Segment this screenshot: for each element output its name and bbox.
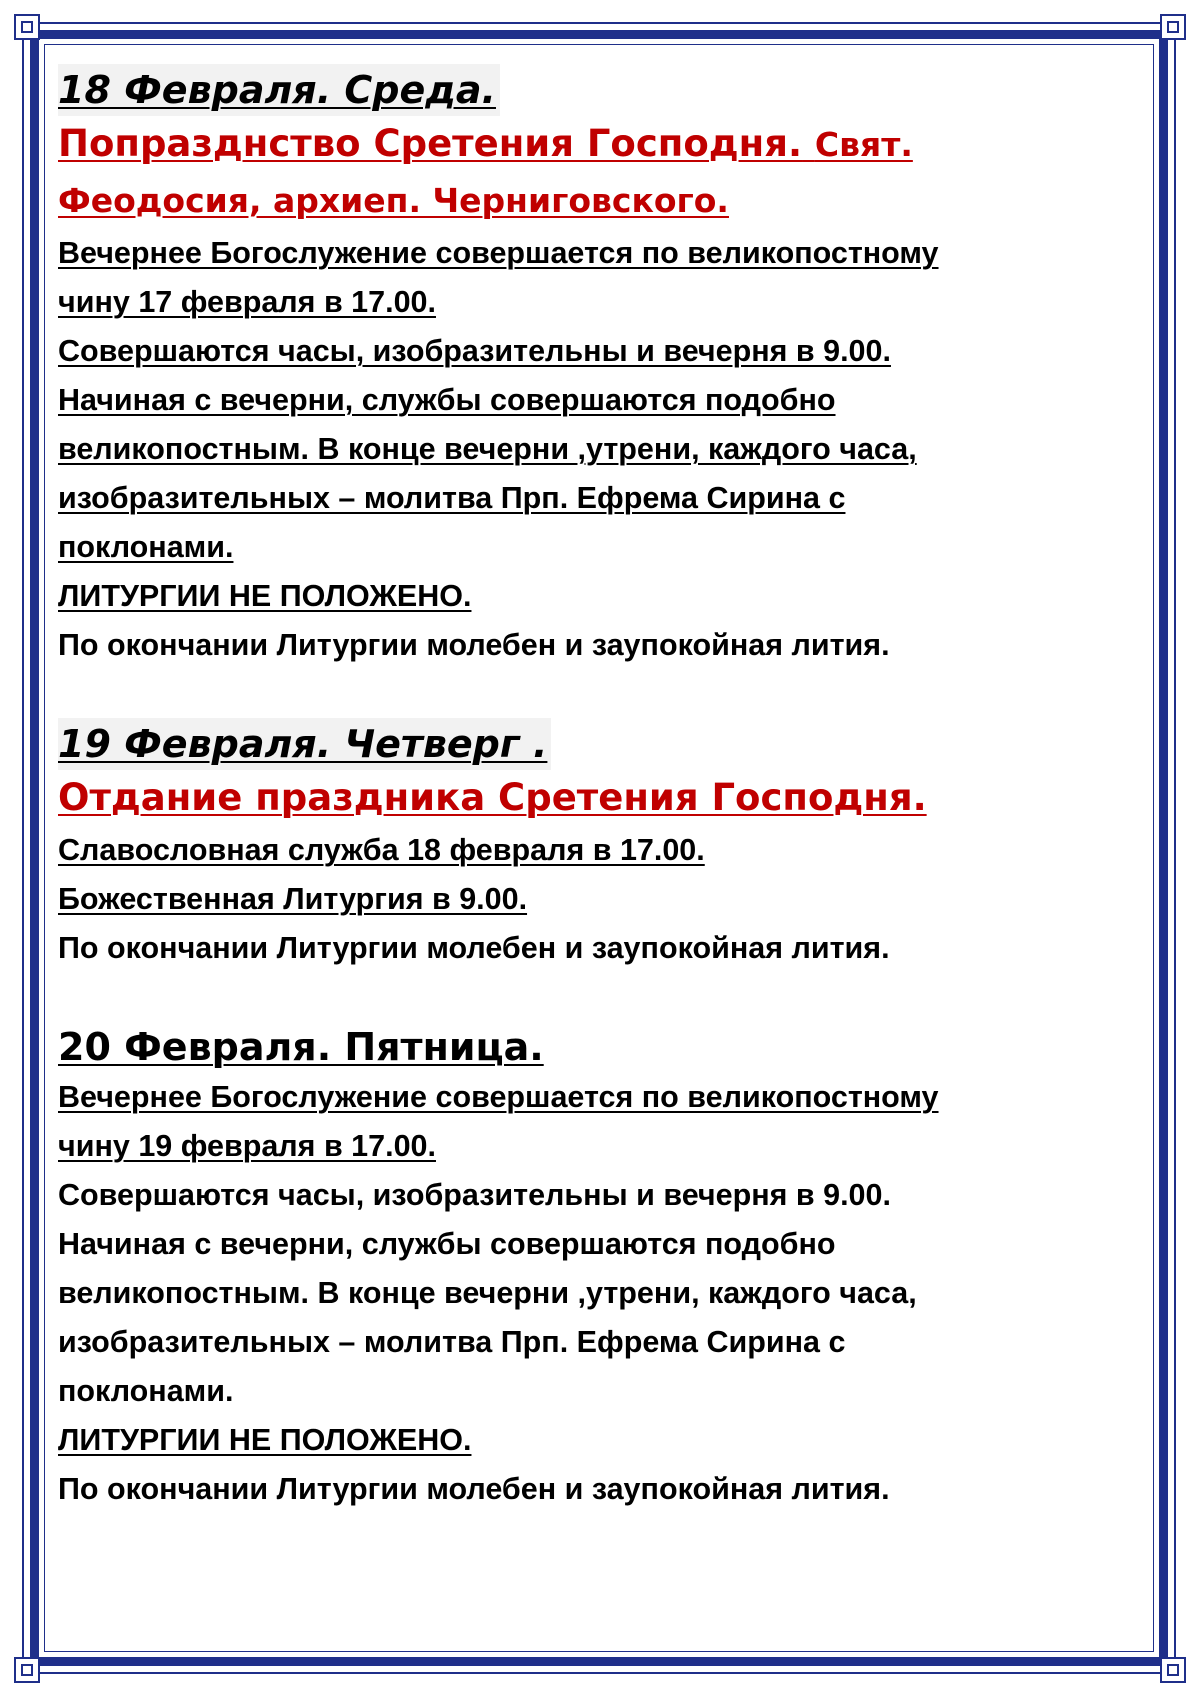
service-line-closing: По окончании Литургии молебен и заупокойная лития. <box>58 628 890 662</box>
day-section-feb-18 <box>58 64 1118 670</box>
feast-title-main: Попразднство Сретения Господня. <box>58 122 803 165</box>
section-spacer <box>58 670 1118 718</box>
service-line: чину 17 февраля в 17.00. <box>58 285 436 319</box>
feast-title <box>58 116 1118 173</box>
frame-corner-ornament <box>1160 14 1186 40</box>
service-line-closing: По окончании Литургии молебен и заупокойная лития. <box>58 1472 890 1506</box>
service-line: Начиная с вечерни, службы совершаются подобно <box>58 1227 836 1261</box>
schedule-content <box>58 64 1118 1514</box>
frame-corner-ornament <box>14 1657 40 1683</box>
day-date-heading: 20 Февраля. Пятница. <box>58 1025 544 1069</box>
service-line: Вечернее Богослужение совершается по великопостному <box>58 236 939 270</box>
service-line: изобразительных – молитва Прп. Ефрема Сирина с <box>58 481 846 515</box>
service-line: Вечернее Богослужение совершается по великопостному <box>58 1080 939 1114</box>
service-line: великопостным. В конце вечерни ,утрени, каждого часа, <box>58 1276 917 1310</box>
service-line: великопостным. В конце вечерни ,утрени, каждого часа, <box>58 432 917 466</box>
day-date-heading: 19 Февраля. Четверг . <box>58 718 551 770</box>
service-line: Совершаются часы, изобразительны и вечерня в 9.00. <box>58 1178 891 1212</box>
service-line: Божественная Литургия в 9.00. <box>58 882 528 916</box>
day-section-feb-19 <box>58 718 1118 973</box>
service-line-closing: По окончании Литургии молебен и заупокойная лития. <box>58 931 890 965</box>
service-line: поклонами. <box>58 530 234 564</box>
feast-title: Отдание праздника Сретения Господня. <box>58 776 927 819</box>
day-section-feb-20 <box>58 1021 1118 1514</box>
service-line: изобразительных – молитва Прп. Ефрема Сирина с <box>58 1325 846 1359</box>
day-date-heading: 18 Февраля. Среда. <box>58 64 500 116</box>
service-line-no-liturgy: ЛИТУРГИИ НЕ ПОЛОЖЕНО. <box>58 579 472 613</box>
frame-corner-ornament <box>1160 1657 1186 1683</box>
feast-title-line2: Феодосия, архиеп. Черниговского. <box>58 181 729 220</box>
service-line: Начиная с вечерни, службы совершаются подобно <box>58 383 836 417</box>
service-line: поклонами. <box>58 1374 234 1408</box>
service-line: Совершаются часы, изобразительны и вечерня в 9.00. <box>58 334 891 368</box>
feast-title-extra: Свят. <box>814 125 913 164</box>
frame-corner-ornament <box>14 14 40 40</box>
service-line: чину 19 февраля в 17.00. <box>58 1129 436 1163</box>
service-line-no-liturgy: ЛИТУРГИИ НЕ ПОЛОЖЕНО. <box>58 1423 472 1457</box>
service-line: Славословная служба 18 февраля в 17.00. <box>58 833 705 867</box>
section-spacer <box>58 973 1118 1021</box>
